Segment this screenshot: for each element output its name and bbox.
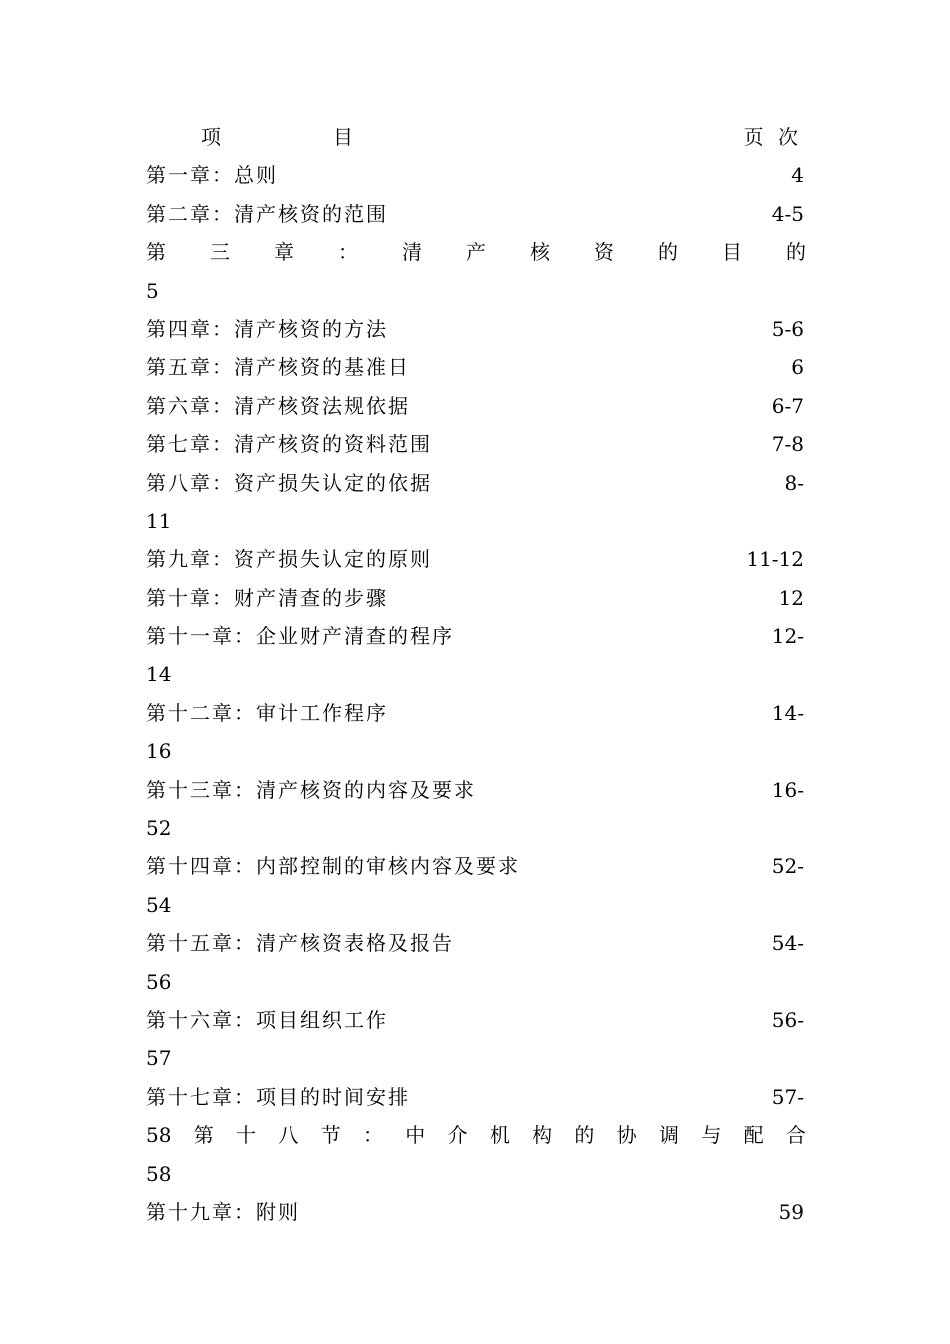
table-of-contents [146, 118, 806, 1231]
toc-entry-title-char: 第 [193, 1123, 214, 1148]
toc-entry-title-char: 调 [659, 1123, 680, 1148]
toc-entry [146, 310, 806, 348]
toc-entry-title-char: 核 [530, 240, 550, 265]
toc-entry-title-char: 协 [616, 1123, 637, 1148]
toc-entry-title: 第四章：清产核资的方法 [146, 316, 388, 341]
toc-entry-title-char: 八 [278, 1123, 299, 1148]
toc-entry-page-continued: 5 [146, 278, 159, 303]
toc-entry [146, 387, 806, 425]
toc-entry-page: 56- [771, 1007, 804, 1032]
toc-entry-title: 第二章：清产核资的范围 [146, 201, 388, 226]
toc-entry [146, 847, 806, 885]
toc-entry-title: 第十五章：清产核资表格及报告 [146, 931, 454, 956]
toc-entry-title-char: 中 [405, 1123, 426, 1148]
toc-entry-page: 16- [771, 777, 804, 802]
toc-entry-title-char: 构 [532, 1123, 553, 1148]
toc-entry [146, 464, 806, 502]
toc-entry-page: 4-5 [771, 201, 804, 226]
toc-entry-title: 第十三章：清产核资的内容及要求 [146, 777, 476, 802]
toc-entry [146, 579, 806, 617]
toc-entry [146, 1078, 806, 1116]
toc-entry-page: 52- [771, 854, 804, 879]
toc-entry-title-char: 介 [447, 1123, 468, 1148]
toc-entry-page: 14- [771, 700, 804, 725]
toc-entry-title-char: 的 [786, 240, 806, 265]
toc-entry-title-char: ： [338, 240, 358, 265]
toc-entry [146, 924, 806, 962]
toc-entry-title-char: 资 [594, 240, 614, 265]
toc-entry-title-char: 配 [743, 1123, 764, 1148]
toc-entry-title-char: 清 [402, 240, 422, 265]
toc-entry [146, 156, 806, 194]
toc-entry-page: 6 [791, 355, 804, 380]
toc-header-item-char-1: 项 [201, 125, 221, 149]
toc-entry-page-continued: 52 [146, 816, 172, 841]
toc-entry-page: 12 [778, 585, 804, 610]
toc-entry-title-char: 三 [210, 240, 230, 265]
toc-entry [146, 1001, 806, 1039]
toc-entry [146, 195, 806, 233]
toc-entry-title: 第十二章：审计工作程序 [146, 700, 388, 725]
toc-entry-page: 4 [791, 163, 804, 188]
toc-header-item-char-2: 目 [333, 125, 353, 149]
toc-entry-title: 第十六章：项目组织工作 [146, 1007, 388, 1032]
toc-entry-page: 7-8 [771, 432, 804, 457]
toc-entry-page: 12- [771, 624, 804, 649]
toc-entry-page: 57- [771, 1084, 804, 1109]
toc-entry-title: 第八章：资产损失认定的依据 [146, 470, 432, 495]
toc-entry-title-char: 与 [701, 1123, 722, 1148]
toc-entry-page: 11-12 [746, 547, 804, 572]
toc-entry-page-continued: 11 [146, 508, 172, 533]
toc-entry [146, 348, 806, 386]
toc-entry-title-char: 机 [489, 1123, 510, 1148]
toc-entry-title: 第七章：清产核资的资料范围 [146, 432, 432, 457]
toc-entry-title: 第五章：清产核资的基准日 [146, 355, 410, 380]
toc-entry-justified [146, 233, 806, 271]
toc-entry-page: 59 [778, 1199, 804, 1224]
toc-entry-page-continued: 57 [146, 1046, 172, 1071]
toc-entry [146, 771, 806, 809]
toc-entry-title-char: 产 [466, 240, 486, 265]
toc-entry-title: 第六章：清产核资法规依据 [146, 393, 410, 418]
toc-entry-title-char: 节 [320, 1123, 341, 1148]
toc-entry-page-continued: 56 [146, 969, 172, 994]
toc-entry-page-continued: 14 [146, 662, 172, 687]
toc-entry-title-char: 目 [722, 240, 742, 265]
toc-entry [146, 694, 806, 732]
toc-entry-page: 54- [771, 931, 804, 956]
toc-header-page-label: 页 次 [743, 125, 802, 149]
toc-entry-title-char: 章 [274, 240, 294, 265]
toc-entry-page-continued: 16 [146, 739, 172, 764]
toc-entry-title-char: 58 [146, 1123, 172, 1148]
toc-entry-page: 8- [784, 470, 804, 495]
toc-entry-title: 第十章：财产清查的步骤 [146, 585, 388, 610]
toc-entry-page: 6-7 [771, 393, 804, 418]
toc-entry [146, 425, 806, 463]
toc-entry-title: 第十九章：附则 [146, 1199, 300, 1224]
toc-entry-title-char: 合 [785, 1123, 806, 1148]
toc-entry-title: 第一章：总则 [146, 163, 278, 188]
toc-entry-title-char: 的 [658, 240, 678, 265]
toc-entry-title: 第九章：资产损失认定的原则 [146, 547, 432, 572]
toc-entry [146, 1193, 806, 1231]
toc-entry-title: 第十七章：项目的时间安排 [146, 1084, 410, 1109]
toc-header-item-label [201, 118, 353, 156]
toc-entry-title: 第十一章：企业财产清查的程序 [146, 624, 454, 649]
toc-entry-title: 第十四章：内部控制的审核内容及要求 [146, 854, 520, 879]
toc-entry-title-char: 十 [236, 1123, 257, 1148]
toc-entry-title-char: ： [362, 1123, 383, 1148]
toc-header [146, 118, 806, 156]
toc-entry-title-char: 的 [574, 1123, 595, 1148]
toc-entry-page: 5-6 [771, 316, 804, 341]
toc-entry [146, 540, 806, 578]
toc-entry-title-char: 第 [146, 240, 166, 265]
toc-entry-justified [146, 1116, 806, 1154]
toc-entry-page-continued: 58 [146, 1161, 172, 1186]
toc-entry [146, 617, 806, 655]
toc-entry-page-continued: 54 [146, 892, 172, 917]
